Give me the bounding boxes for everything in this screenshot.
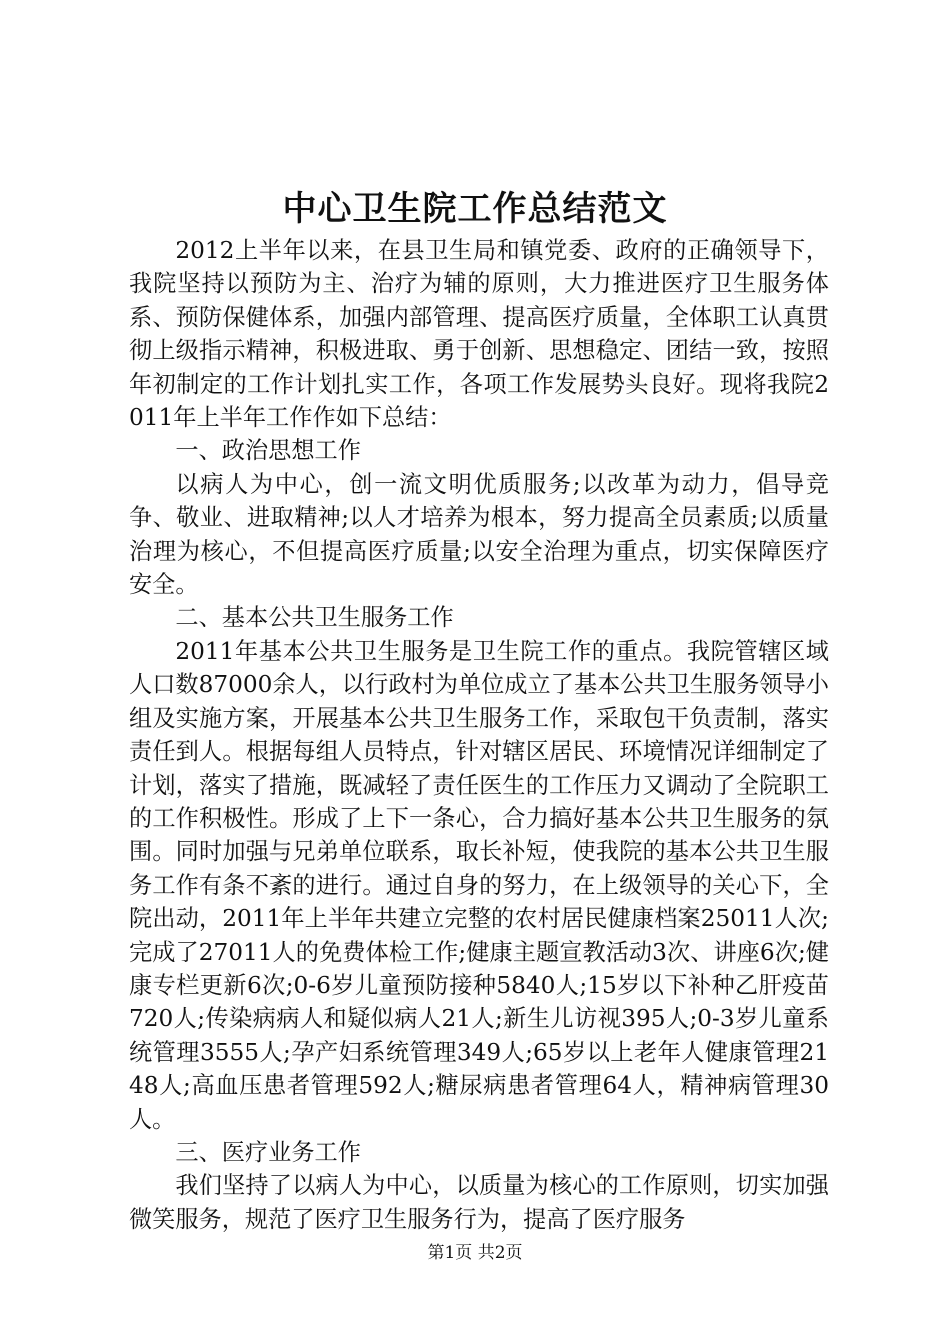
paragraph-intro: 2012上半年以来，在县卫生局和镇党委、政府的正确领导下，我院坚持以预防为主、治疗为辅的原则，大力推进医疗卫生服务体系、预防保健体系，加强内部管理、提高医疗质量，全体职工认真贯彻上级指示精神，积极进取、勇于创新、思想稳定、团结一致，按照年初制定的工作计划扎实工作，各项工作发展势头良好。现将我院2011年上半年工作作如下总结： (129, 237, 829, 432)
paragraph-political: 以病人为中心，创一流文明优质服务;以改革为动力，倡导竞争、敬业、进取精神;以人才培养为根本，努力提高全员素质;以质量治理为核心，不但提高医疗质量;以安全治理为重点，切实保障医疗安全。 (129, 470, 829, 599)
page-title: 中心卫生院工作总结范文 (282, 189, 668, 229)
page-number-footer: 第1页 共2页 (427, 1243, 523, 1263)
document-body (129, 234, 829, 1236)
section-heading-medical: 三、医疗业务工作 (175, 1138, 361, 1166)
section-heading-political: 一、政治思想工作 (175, 437, 361, 465)
paragraph-public-health: 2011年基本公共卫生服务是卫生院工作的重点。我院管辖区域人口数87000余人，以行政村为单位成立了基本公共卫生服务领导小组及实施方案，开展基本公共卫生服务工作，采取包干负责制，落实责任到人。根据每组人员特点，针对辖区居民、环境情况详细制定了计划，落实了措施，既减轻了责任医生的工作压力又调动了全院职工的工作积极性。形成了上下一条心，合力搞好基本公共卫生服务的氛围。同时加强与兄弟单位联系，取长补短，使我院的基本公共卫生服务工作有条不紊的进行。通过自身的努力，在上级领导的关心下，全院出动，2011年上半年共建立完整的农村居民健康档案25011人次;完成了27011人的免费体检工作;健康主题宣教活动3次、讲座6次;健康专栏更新6次;0-6岁儿童预防接种5840人;15岁以下补种乙肝疫苗720人;传染病病人和疑似病人21人;新生儿访视395人;0-3岁儿童系统管理3555人;孕产妇系统管理349人;65岁以上老年人健康管理2148人;高血压患者管理592人;糖尿病患者管理64人，精神病管理30人。 (129, 637, 829, 1133)
section-heading-public-health: 二、基本公共卫生服务工作 (175, 604, 454, 632)
paragraph-medical: 我们坚持了以病人为中心，以质量为核心的工作原则，切实加强微笑服务，规范了医疗卫生服务行为，提高了医疗服务 (129, 1172, 829, 1233)
